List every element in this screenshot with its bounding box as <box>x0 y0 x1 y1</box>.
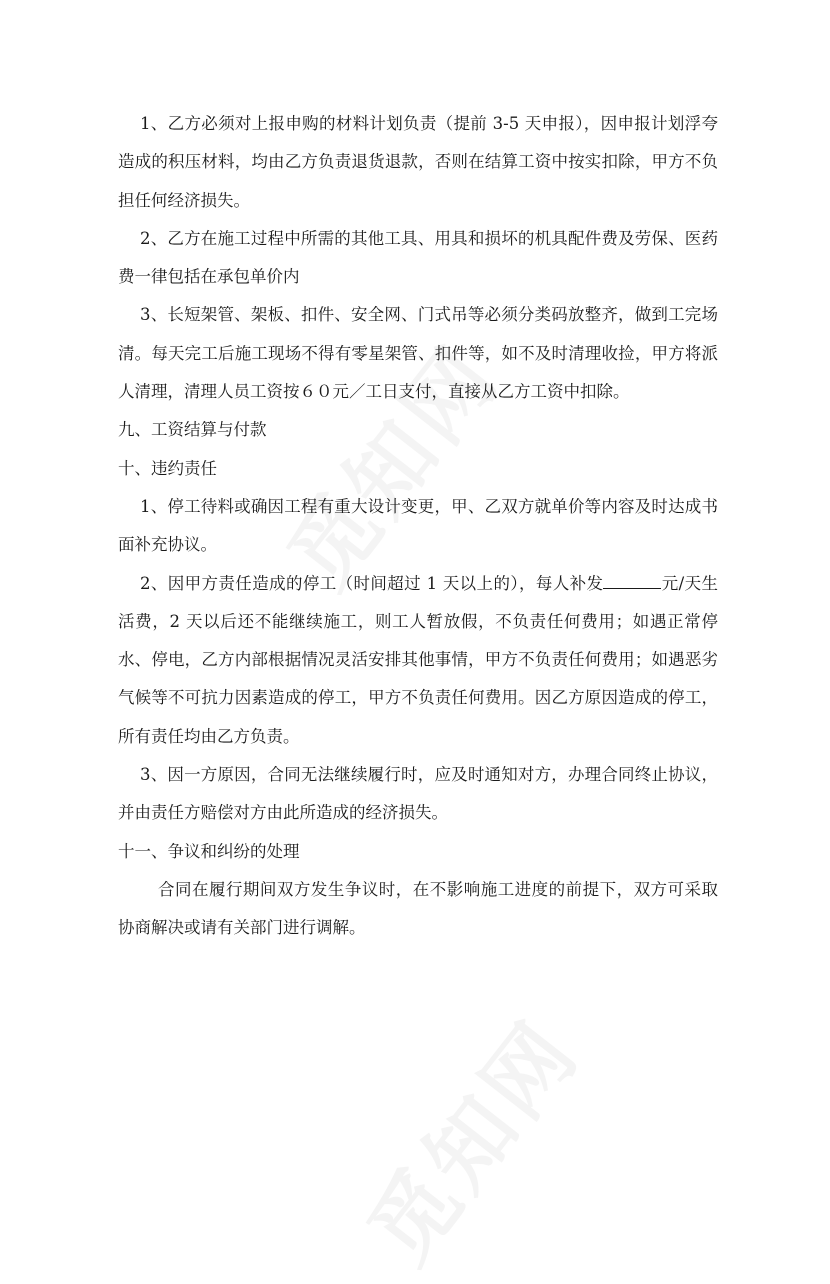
clause-termination: 3、因一方原因，合同无法继续履行时，应及时通知对方，办理合同终止协议，并由责任方赔偿对方由此所造成的经济损失。 <box>118 765 718 823</box>
section-heading-payment: 九、工资结算与付款 <box>118 420 267 440</box>
clause-work-stoppage-part1: 2、因甲方责任造成的停工（时间超过 1 天以上的），每人补发 <box>140 573 604 593</box>
clause-site-cleanup: 3、长短架管、架板、扣件、安全网、门式吊等必须分类码放整齐，做到工完场清。每天完工后施工现场不得有零星架管、扣件等，如不及时清理收捡，甲方将派人清理，清理人员工资按６０元／工日支付，直接从乙方工资中扣除。 <box>118 305 718 402</box>
watermark <box>334 990 602 1284</box>
clause-work-stoppage <box>118 565 718 756</box>
clause-tools-costs: 2、乙方在施工过程中所需的其他工具、用具和损坏的机具配件费及劳保、医药费一律包括在承包单价内 <box>118 228 718 287</box>
section-heading-breach: 十、违约责任 <box>118 458 217 478</box>
clause-material-plan: 1、乙方必须对上报申购的材料计划负责（提前 3-5 天申报），因申报计划浮夸造成的积压材料，均由乙方负责退货退款，否则在结算工资中按实扣除，甲方不负担任何经济损失。 <box>118 114 718 210</box>
section-heading-disputes: 十一、争议和纠纷的处理 <box>118 841 300 861</box>
fill-in-blank <box>603 573 661 589</box>
clause-dispute-resolution: 合同在履行期间双方发生争议时，在不影响施工进度的前提下，双方可采取协商解决或请有关部门进行调解。 <box>118 879 718 938</box>
clause-design-change: 1、停工待料或确因工程有重大设计变更，甲、乙双方就单价等内容及时达成书面补充协议。 <box>118 496 718 555</box>
document-body <box>118 105 718 948</box>
clause-work-stoppage-part2: 元/天生活费，2 天以后还不能继续施工，则工人暂放假，不负责任何费用；如遇正常停水、停电，乙方内部根据情况灵活安排其他事情，甲方不负责任何费用；如遇恶劣气候等不可抗力因素造成的停工，甲方不负责任何费用。因乙方原因造成的停工，所有责任均由乙方负责。 <box>118 573 718 746</box>
